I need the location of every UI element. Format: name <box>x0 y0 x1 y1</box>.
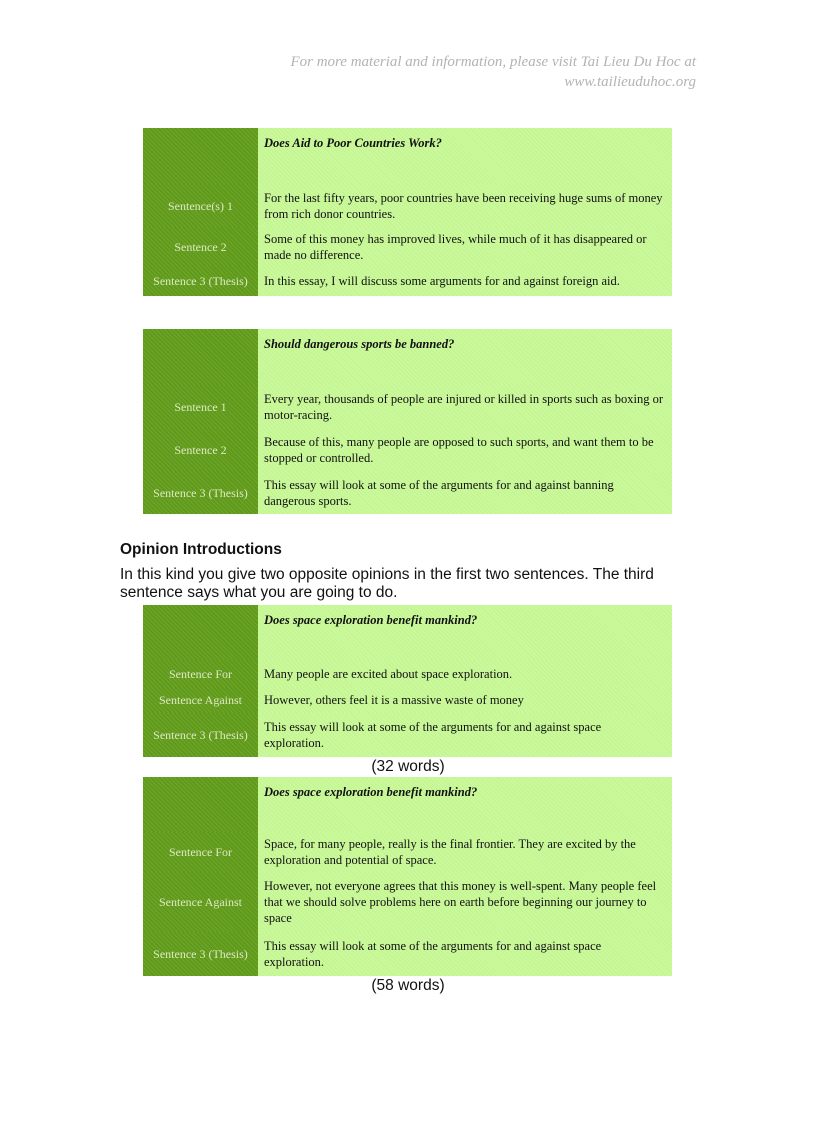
table-label-cell: Sentence 3 (Thesis) <box>143 932 258 976</box>
table-row-text: However, not everyone agrees that this money is well-spent. Many people feel that we should solve problems here on earth before beginning our journey to space <box>258 872 672 932</box>
table-row-text: Space, for many people, really is the final frontier. They are excited by the exploration and potential of space. <box>258 832 672 872</box>
table-row-text: This essay will look at some of the arguments for and against space exploration. <box>258 713 672 757</box>
table-row-text: Some of this money has improved lives, while much of it has disappeared or made no difference. <box>258 227 672 266</box>
table-row-text: This essay will look at some of the arguments for and against banning dangerous sports. <box>258 471 672 514</box>
table-label-cell <box>143 777 258 832</box>
table-title: Does Aid to Poor Countries Work? <box>258 128 672 184</box>
table-label-cell: Sentence 3 (Thesis) <box>143 713 258 757</box>
table-row-text: Because of this, many people are opposed to such sports, and want them to be stopped or controlled. <box>258 428 672 471</box>
table-row-text: This essay will look at some of the arguments for and against space exploration. <box>258 932 672 976</box>
header-url: www.tailieuduhoc.org <box>564 74 696 90</box>
table-title: Does space exploration benefit mankind? <box>258 605 672 660</box>
table-label-cell: Sentence 3 (Thesis) <box>143 266 258 296</box>
table-label-cell: Sentence 2 <box>143 227 258 266</box>
table-label-cell: Sentence Against <box>143 687 258 713</box>
table-label-cell: Sentence(s) 1 <box>143 184 258 227</box>
header-line-1: For more material and information, please visit Tai Lieu Du Hoc at <box>290 54 696 70</box>
table-label-cell: Sentence For <box>143 660 258 687</box>
table-title: Does space exploration benefit mankind? <box>258 777 672 832</box>
table-row-text: In this essay, I will discuss some arguments for and against foreign aid. <box>258 266 672 296</box>
word-count: (32 words) <box>371 758 445 775</box>
essay-table-space-long <box>143 777 672 976</box>
page-header <box>290 52 696 92</box>
section-heading: Opinion Introductions <box>120 541 282 558</box>
section-paragraph: In this kind you give two opposite opinions in the first two sentences. The third sentence says what you are going to do. <box>120 566 654 601</box>
table-row-text: However, others feel it is a massive waste of money <box>258 687 672 713</box>
table-label-cell <box>143 605 258 660</box>
word-count: (58 words) <box>371 977 445 994</box>
table-row-text: Many people are excited about space exploration. <box>258 660 672 687</box>
table-label-cell: Sentence Against <box>143 872 258 932</box>
essay-table-space-short <box>143 605 672 757</box>
table-label-cell <box>143 128 258 184</box>
table-label-cell: Sentence For <box>143 832 258 872</box>
table-row-text: For the last fifty years, poor countries have been receiving huge sums of money from rich donor countries. <box>258 184 672 227</box>
table-label-cell: Sentence 1 <box>143 385 258 428</box>
table-title: Should dangerous sports be banned? <box>258 329 672 385</box>
table-label-cell: Sentence 2 <box>143 428 258 471</box>
table-label-cell: Sentence 3 (Thesis) <box>143 471 258 514</box>
table-row-text: Every year, thousands of people are injured or killed in sports such as boxing or motor-racing. <box>258 385 672 428</box>
table-label-cell <box>143 329 258 385</box>
essay-table-aid <box>143 128 672 296</box>
essay-table-sports <box>143 329 672 514</box>
